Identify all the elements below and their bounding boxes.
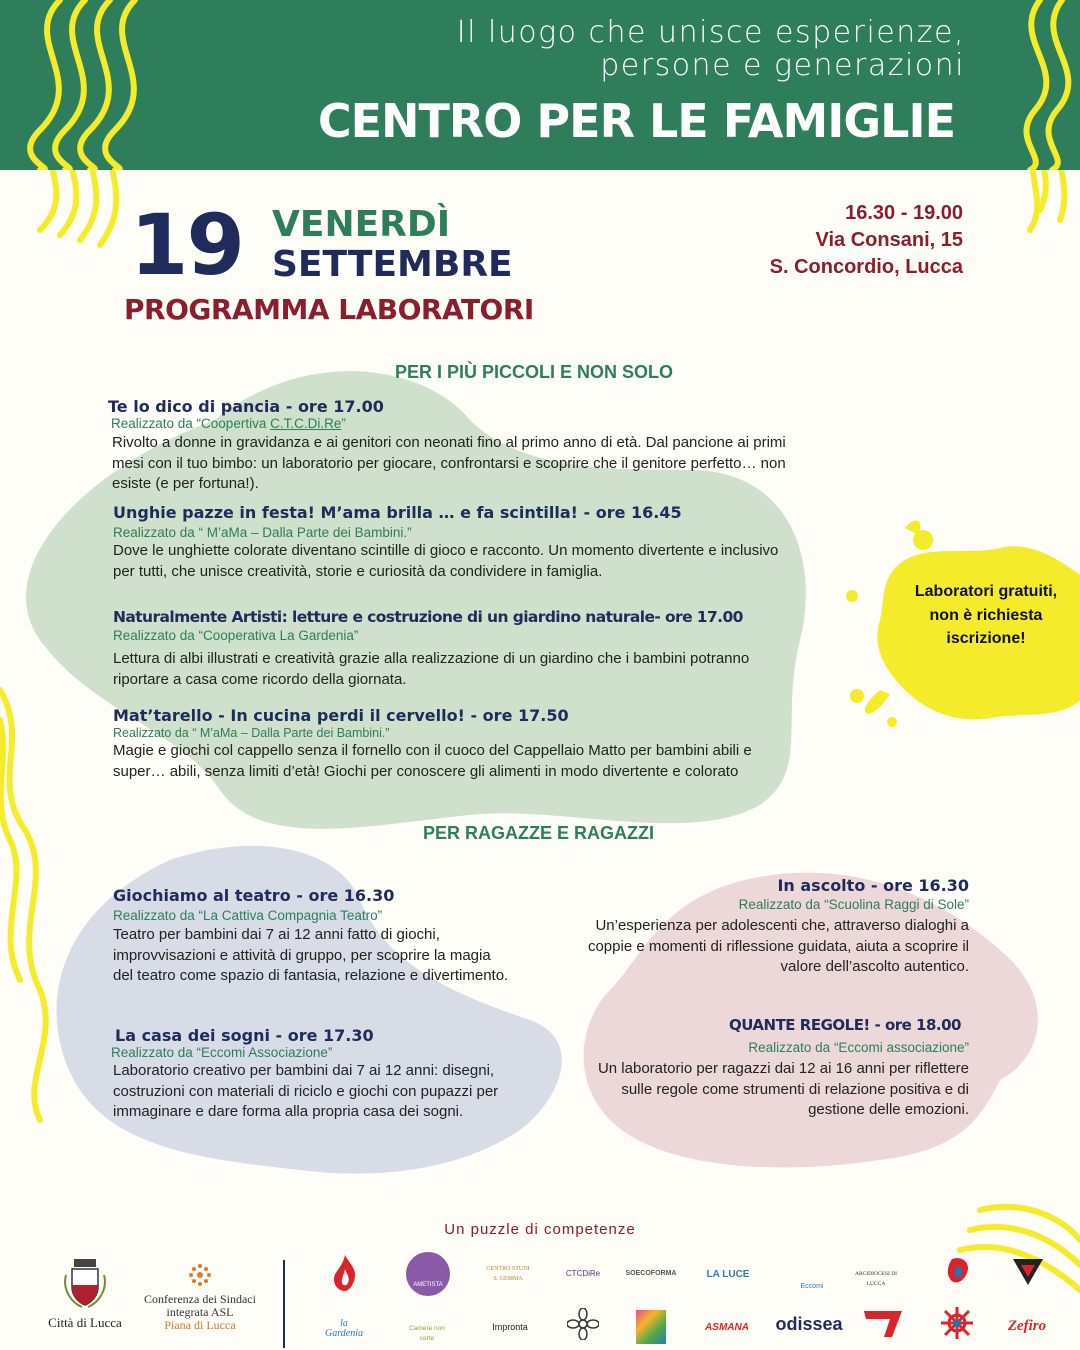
partner-logo-wheel [938, 1304, 976, 1342]
puzzle-caption: Un puzzle di competenze [444, 1221, 636, 1238]
tagline-line2: persone e generazioni [600, 48, 965, 83]
main-title: CENTRO PER LE FAMIGLIE [317, 94, 955, 148]
lucca-crest-icon [60, 1255, 110, 1310]
partner-logo-flower [565, 1306, 601, 1342]
tagline [457, 16, 965, 82]
workshop-organizer: Realizzato da “Scuolina Raggi di Sole” [738, 897, 969, 912]
event-city: S. Concordio, Lucca [769, 256, 963, 278]
partner-logo-ametista: AMETISTA [406, 1252, 450, 1296]
tagline-line1: Il luogo che unisce esperienze, [456, 15, 965, 50]
partner-logo-eccomi: Eccomi [800, 1283, 824, 1290]
partner-logo-arcidiocesi: ARCIDIOCESI DI LUCCA [854, 1271, 897, 1287]
section-title-small: PER I PIÙ PICCOLI E NON SOLO [395, 362, 674, 382]
footer-divider [283, 1260, 285, 1348]
free-badge: Laboratori gratuiti, non è richiesta iscrizione! [914, 583, 1058, 647]
conferenza-logo [136, 1262, 264, 1332]
day-name: VENERDÌ [272, 204, 451, 245]
partner-logo-bird [942, 1254, 976, 1288]
flower-icon [567, 1308, 599, 1340]
workshop-organizer [111, 416, 346, 431]
red-mark-icon [862, 1307, 906, 1341]
workshop-title: QUANTE REGOLE! - ore 18.00 [728, 1016, 961, 1034]
workshop-title: Mat’tarello - In cucina perdi il cervello! - ore 17.50 [113, 706, 569, 725]
workshop-description: Rivolto a donne in gravidanza e ai genitori con neonati fino al primo anno di età. Dal pancione ai primi mesi con il tuo bimbo: un laboratorio per giocare, confrontarsi e scoprire che il genitore perfetto… non esiste (e per fortuna!). [112, 434, 786, 492]
workshop-organizer: Realizzato da “Eccomi Associazione” [111, 1045, 333, 1060]
workshop-title: Giochiamo al teatro - ore 16.30 [113, 886, 395, 905]
event-time: 16.30 - 19.00 [845, 202, 963, 224]
workshop-title: La casa dei sogni - ore 17.30 [115, 1026, 374, 1045]
event-info [770, 200, 963, 281]
program-title: PROGRAMMA LABORATORI [124, 293, 534, 326]
workshop-description: Dove le unghiette colorate diventano scintille di gioco e racconto. Un momento divertente e inclusivo per tutti, che unisce creatività, storie e curiosità da condividere in famiglia. [113, 542, 779, 580]
city-of-lucca-logo [45, 1255, 125, 1335]
workshop-organizer: Realizzato da “La Cattiva Compagnia Teatro” [113, 908, 383, 923]
workshop-description: Laboratorio creativo per bambini dai 7 ai 12 anni: disegni, costruzioni con materiali di riciclo e giochi con pupazzi per immaginare e dare forma alla propria casa dei sogni. [113, 1062, 499, 1120]
workshop-organizer: Realizzato da “Eccomi associazione” [748, 1040, 969, 1055]
partner-logo-red-mark [862, 1306, 906, 1342]
workshop-description: Un’esperienza per adolescenti che, attraverso dialoghi a coppie e momenti di riflessione guidata, aiuta a scoprire il valore dell’ascolto autentico. [587, 917, 969, 975]
bird-icon [944, 1255, 974, 1287]
workshop-title: Unghie pazze in festa! M’ama brilla … e fa scintilla! - ore 16.45 [113, 503, 682, 522]
organizer-suffix: ” [341, 416, 346, 431]
partner-logo-la-luce: LA LUCE [706, 1269, 750, 1280]
partner-logo-la-cattiva [1008, 1254, 1048, 1290]
workshop-description: Magie e giochi col cappello senza il fornello con il cuoco del Cappellaio Matto per bambini abili e super… abili, senza limiti d’età! Giochi per conoscere gli alimenti in modo divertente e colorato [113, 742, 752, 780]
workshop-organizer: Realizzato da “ M’aMa – Dalla Parte dei Bambini.” [113, 726, 390, 740]
workshop-title: Te lo dico di pancia - ore 17.00 [108, 397, 384, 416]
month: SETTEMBRE [272, 244, 513, 285]
workshop-title: Naturalmente Artisti: letture e costruzione di un giardino naturale- ore 17.00 [113, 608, 743, 626]
header-banner [0, 0, 1080, 170]
wheel-icon [939, 1305, 975, 1341]
partner-logo-impronta: Impronta [492, 1322, 528, 1332]
sun-icon [187, 1262, 213, 1288]
partner-logo-ctcdire: CTCDiRe [565, 1269, 601, 1278]
workshop-description: Teatro per bambini dai 7 ai 12 anni fatto di giochi, improvvisazioni e attività di gruppo, per scoprire la magia del teatro come spazio di fantasia, relazione e divertimento. [113, 926, 509, 984]
conf-line2: integrata ASL [166, 1305, 234, 1319]
partner-logo-colorful [636, 1310, 666, 1344]
workshop-description: Un laboratorio per ragazzi dai 12 ai 16 anni per riflettere sulle regole come strumenti di relazione positiva e di gestione delle emozioni. [597, 1060, 969, 1118]
conf-line3: Piana di Lucca [164, 1318, 236, 1332]
partner-logo-la-gardenia: la Gardenia [325, 1318, 363, 1339]
partner-logo-centro-studi: CENTRO STUDI S. GEMMA [486, 1266, 530, 1282]
partner-logo-soecoforma: SOECOFORMA [625, 1270, 677, 1277]
workshop-organizer: Realizzato da “Cooperativa La Gardenia” [113, 628, 359, 643]
partner-logo-camere: Camere non certe [409, 1325, 445, 1342]
day-number: 19 [130, 196, 243, 294]
triangle-icon [1011, 1257, 1045, 1287]
partner-logo-zefiro: Zefiro [1007, 1318, 1047, 1334]
city-logo-text: Città di Lucca [48, 1315, 122, 1330]
organizer-link[interactable]: C.T.C.Di.Re [270, 416, 342, 431]
workshop-title: In ascolto - ore 16.30 [777, 876, 969, 895]
workshop-description: Lettura di albi illustrati e creatività grazie alla realizzazione di un giardino che i bambini potranno riportare a casa come ricordo della giornata. [113, 650, 750, 688]
workshop-organizer: Realizzato da “ M’aMa – Dalla Parte dei Bambini.” [113, 525, 412, 540]
conf-line1: Conferenza dei Sindaci [144, 1292, 256, 1306]
organizer-prefix: Realizzato da “Coopertiva [111, 416, 271, 431]
event-street: Via Consani, 15 [815, 229, 963, 251]
partner-logo-asmana: ASMANA [705, 1322, 749, 1333]
section-title-teens: PER RAGAZZE E RAGAZZI [423, 823, 655, 843]
flame-icon [332, 1255, 358, 1291]
partner-logo-odissea: odissea [775, 1314, 843, 1334]
flame-logo [325, 1253, 365, 1293]
